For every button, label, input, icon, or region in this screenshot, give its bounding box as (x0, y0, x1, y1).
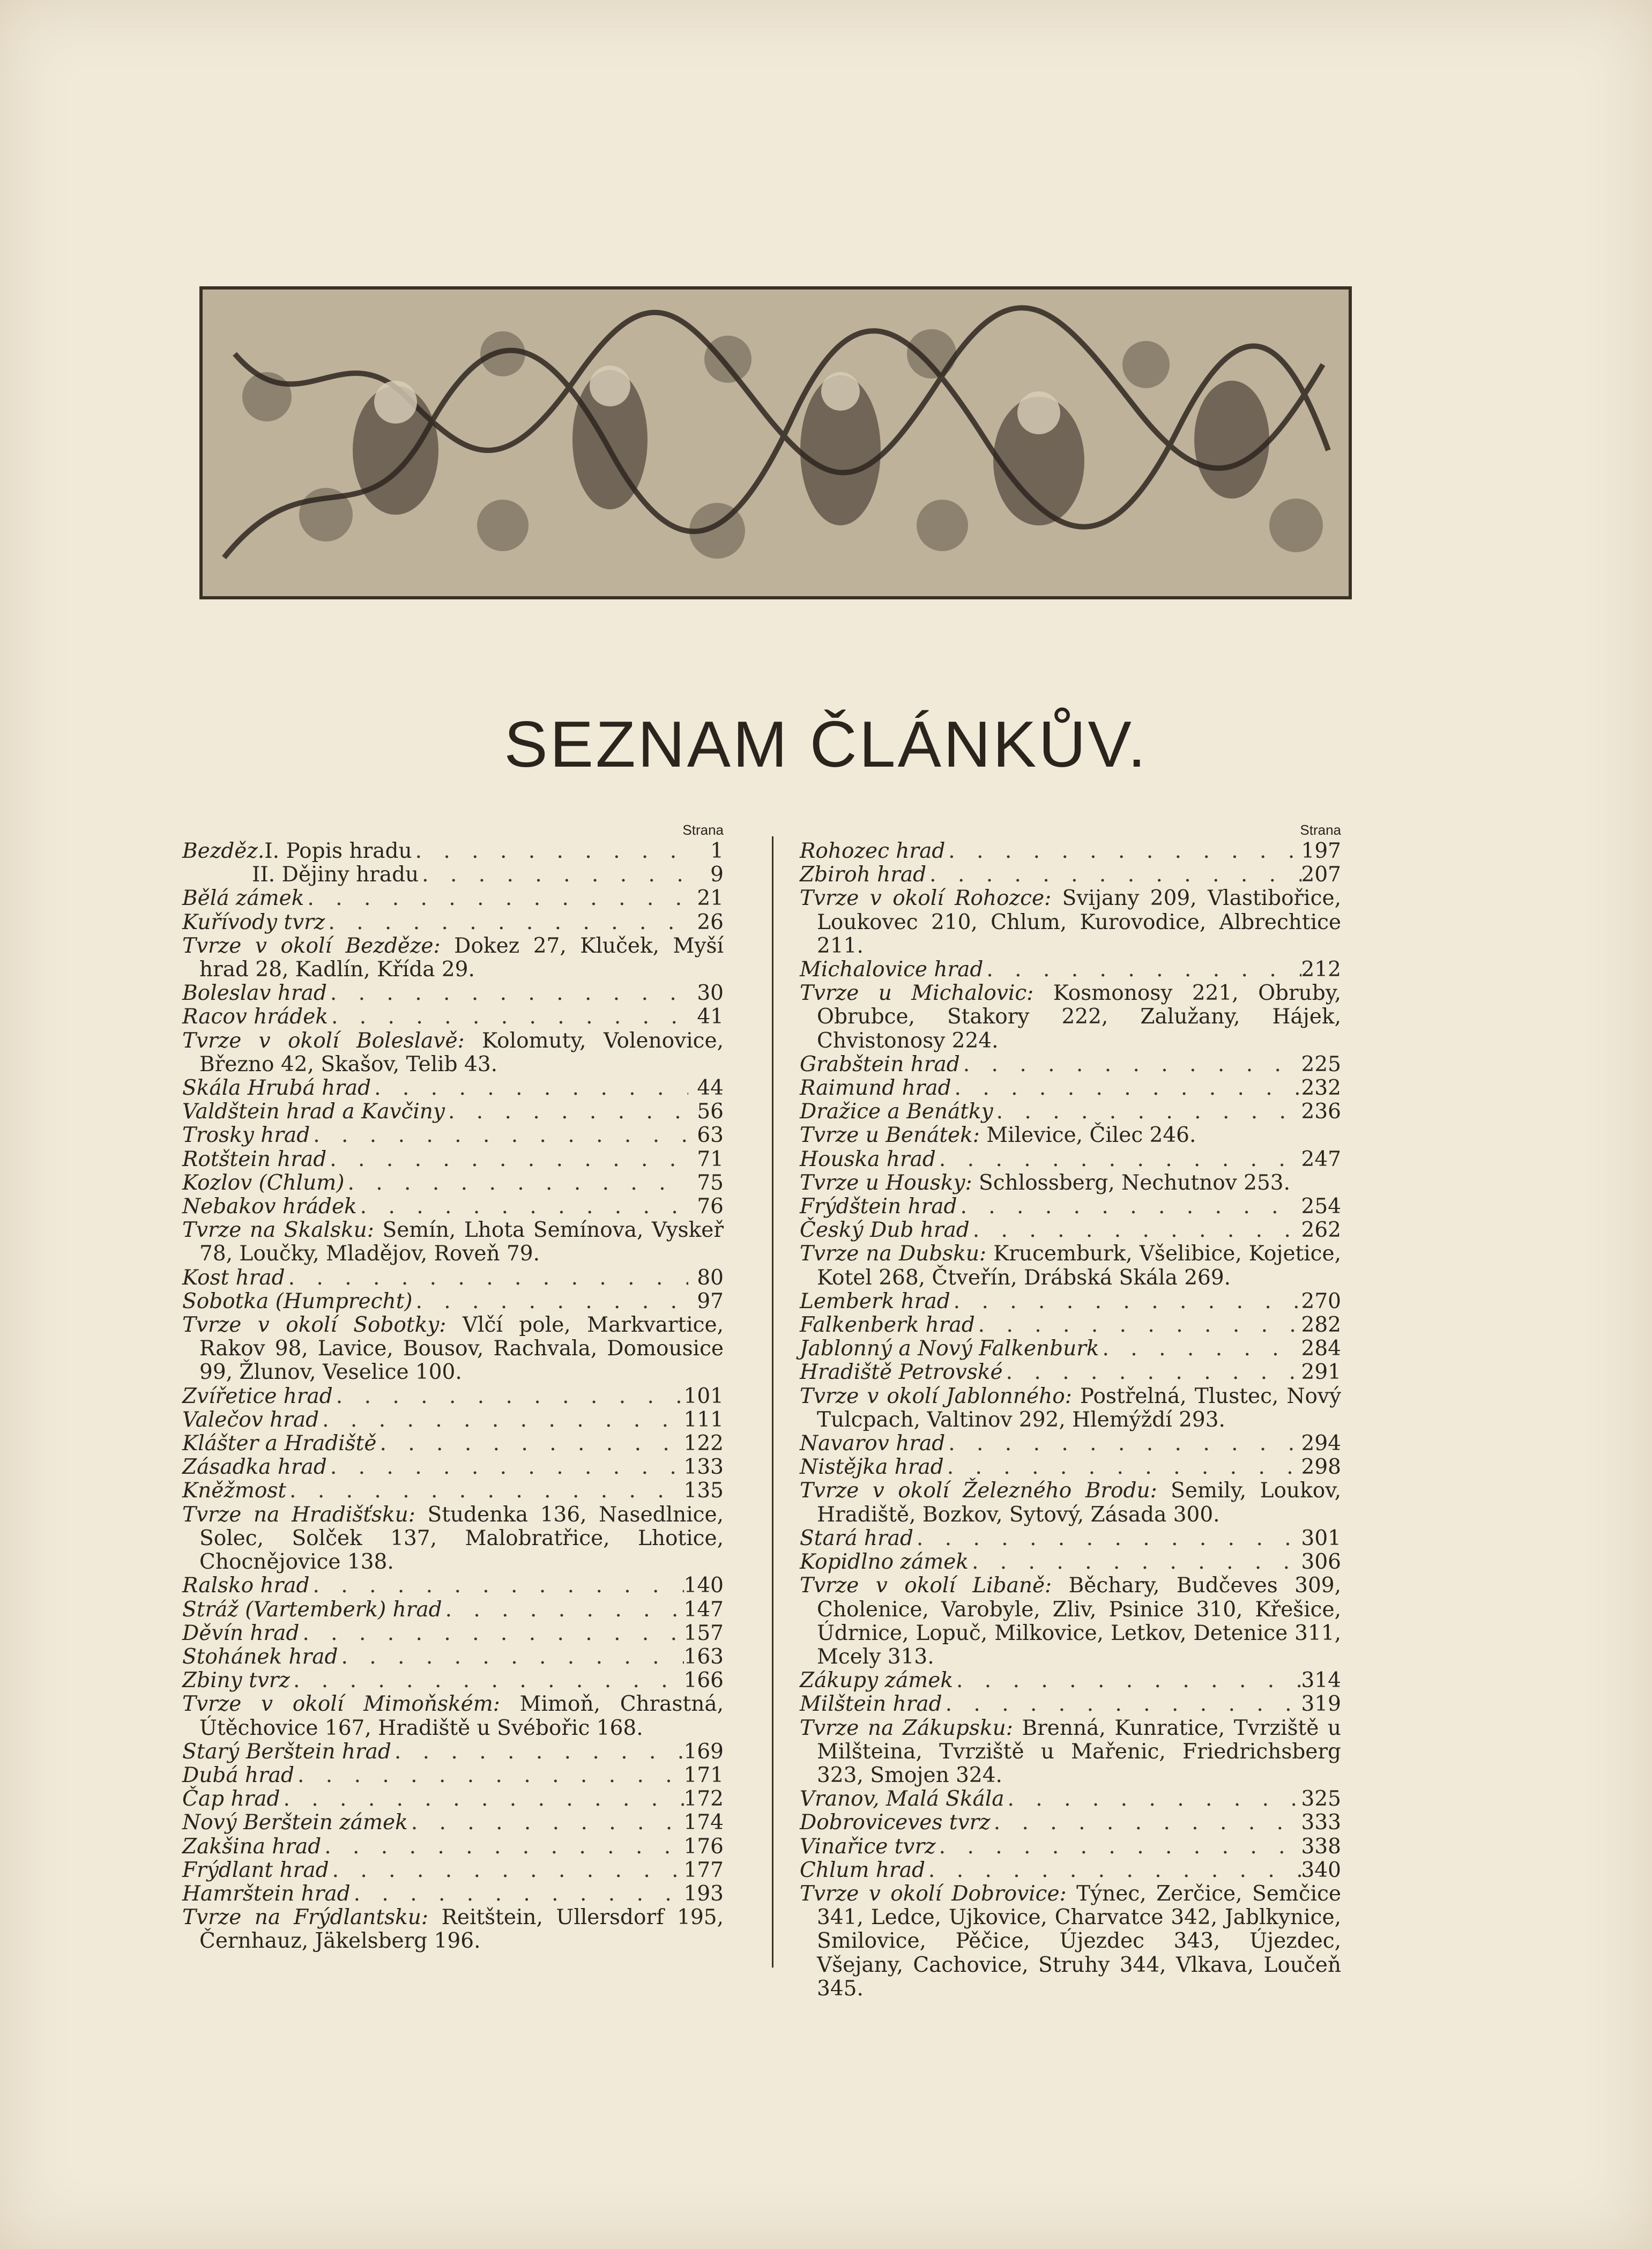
toc-entry (800, 1053, 1341, 1077)
dot-leader (290, 1669, 684, 1693)
dot-leader (344, 1171, 688, 1195)
dot-leader (391, 1740, 684, 1764)
toc-entry-title: Nový Berštein zámek (182, 1810, 408, 1835)
strana-header: Strana (682, 822, 724, 838)
dot-leader (957, 1195, 1301, 1219)
toc-entry-title: Bezděz. (182, 839, 265, 863)
page-number: 174 (683, 1810, 724, 1835)
page-number: 207 (1301, 863, 1341, 887)
toc-entry (800, 1195, 1341, 1219)
dot-leader (326, 1148, 688, 1171)
toc-entry (182, 1408, 724, 1432)
page-number: 171 (683, 1763, 724, 1787)
page-number: 122 (683, 1431, 724, 1456)
toc-entry (800, 958, 1341, 982)
ornament-illustration (203, 290, 1349, 596)
toc-entry-title: Nebakov hrádek (182, 1194, 357, 1219)
toc-entry (800, 1077, 1341, 1100)
toc-subentry-paragraph (182, 1313, 724, 1385)
toc-entry (182, 1764, 724, 1787)
toc-entry-subtitle: I. Popis hradu (264, 839, 412, 863)
page-number: 133 (683, 1455, 724, 1480)
subentry-text: Dokez 27, Kluček, Myší hrad 28, Kadlín, Křída 29. (199, 933, 724, 982)
page-number: 262 (1301, 1218, 1341, 1243)
dot-leader (950, 1290, 1301, 1313)
toc-entry (800, 863, 1341, 887)
page-number: 97 (697, 1289, 724, 1313)
page-number: 157 (683, 1621, 724, 1645)
subentry-heading: Tvrze v okolí Dobrovice: (800, 1881, 1067, 1906)
toc-subentry-paragraph (800, 1385, 1341, 1432)
toc-entry-title: Chlum hrad (800, 1858, 925, 1882)
toc-entry-title: Kost hrad (182, 1265, 285, 1290)
page-number: 177 (683, 1858, 724, 1882)
page-number: 254 (1301, 1194, 1341, 1219)
toc-entry (182, 982, 724, 1005)
toc-entry (800, 1669, 1341, 1693)
subentry-heading: Tvrze na Hradišťsku: (182, 1502, 415, 1527)
page-number: 193 (683, 1881, 724, 1906)
subentry-heading: Tvrze v okolí Libaně: (800, 1573, 1052, 1598)
toc-entry-title: Hamrštein hrad (182, 1881, 351, 1906)
page-number: 291 (1301, 1360, 1341, 1385)
dot-leader (442, 1598, 684, 1622)
subentry-text: Studenka 136, Nasedlnice, Solec, Solček 137, Malobratřice, Lhotice, Chocnějovice 138. (199, 1502, 724, 1575)
page-number: 44 (697, 1076, 724, 1101)
toc-entry-title: Kozlov (Chlum) (182, 1170, 345, 1195)
toc-entry (182, 1669, 724, 1693)
toc-entry (182, 1835, 724, 1859)
toc-entry (182, 1385, 724, 1408)
toc-entry-title: Zbiroh hrad (800, 863, 927, 887)
toc-column-right (800, 820, 1341, 2001)
page-number: 56 (697, 1100, 724, 1124)
dot-leader (445, 1100, 688, 1124)
dot-leader (975, 1313, 1301, 1337)
dot-leader (327, 1456, 684, 1479)
subentry-text: Kosmonosy 221, Obruby, Obrubce, Stakory 222, Zalužany, Hájek, Chvistonosy 224. (817, 981, 1341, 1053)
toc-entry-title: Stará hrad (800, 1526, 913, 1550)
subentry-heading: Tvrze v okolí Bezděze: (182, 933, 441, 958)
page-number: 76 (697, 1194, 724, 1219)
subentry-text: Kolomuty, Volenovice, Březno 42, Skašov, Telib 43. (199, 1028, 724, 1077)
subentry-heading: Tvrze u Benátek: (800, 1123, 980, 1148)
toc-entry (182, 1148, 724, 1171)
subentry-text: Reitštein, Ullersdorf 195, Černhauz, Jäkelsberg 196. (199, 1905, 724, 1954)
subentry-heading: Tvrze v okolí Železného Brodu: (800, 1479, 1157, 1503)
toc-entry (800, 840, 1341, 863)
toc-entry (182, 1195, 724, 1219)
page-number: 172 (683, 1787, 724, 1812)
dot-leader (945, 840, 1301, 863)
subentry-heading: Tvrze v okolí Boleslavě: (182, 1028, 465, 1053)
toc-entry-title: Klášter a Hradiště (182, 1431, 377, 1456)
page-number: 9 (710, 863, 724, 887)
toc-entry-title: Racov hrádek (182, 1005, 328, 1029)
toc-entry-title: Zvířetice hrad (182, 1384, 333, 1408)
subentry-text: Brenná, Kunratice, Tvrziště u Milšteina, Tvrziště u Mařenic, Friedrichsberg 323, Smojen 324. (817, 1716, 1341, 1787)
toc-entry (182, 1574, 724, 1598)
toc-entry (800, 1219, 1341, 1242)
toc-entry (182, 1100, 724, 1124)
toc-entry-title: Skála Hrubá hrad (182, 1076, 371, 1101)
dot-leader (310, 1574, 684, 1598)
dot-leader (942, 1693, 1301, 1716)
toc-entry-title: Milštein hrad (800, 1692, 942, 1717)
toc-entry (800, 1290, 1341, 1313)
page-number: 30 (697, 981, 724, 1006)
dot-leader (960, 1053, 1301, 1077)
toc-entry-title: Kopidlno zámek (800, 1550, 969, 1575)
page-number: 232 (1301, 1076, 1341, 1101)
toc-subentry-paragraph (800, 1171, 1341, 1195)
dot-leader (304, 887, 688, 910)
toc-subentry-paragraph (182, 1219, 724, 1266)
page-number: 333 (1301, 1810, 1341, 1835)
toc-entry (182, 1266, 724, 1290)
dot-leader (970, 1219, 1301, 1242)
toc-entry-title: Dražice a Benátky (800, 1100, 993, 1124)
page-number: 340 (1301, 1858, 1341, 1882)
toc-entry (182, 1171, 724, 1195)
dot-leader (327, 982, 688, 1005)
dot-leader (280, 1787, 683, 1811)
dot-leader (321, 1835, 683, 1859)
page-number: 41 (697, 1005, 724, 1029)
dot-leader (983, 958, 1301, 982)
toc-entry (800, 1100, 1341, 1124)
subentry-text: Týnec, Zerčice, Semčice 341, Ledce, Ujkovice, Charvatce 342, Jablkynice, Smilovice, Pěčice, Újezdec 343, Újezdec, Všejany, Cachovice, Struhy 344, Vlkava, Loučeň 345. (817, 1881, 1341, 2001)
toc-entry-title: Frýdlant hrad (182, 1858, 329, 1882)
dot-leader (991, 1811, 1301, 1835)
subentry-text: Vlčí pole, Markvartice, Rakov 98, Lavice, Bousov, Rachvala, Domousice 99, Žlunov, Veselice 100. (199, 1313, 724, 1385)
toc-column-left (182, 820, 724, 1954)
dot-leader (969, 1550, 1301, 1574)
page-number: 140 (683, 1573, 724, 1598)
page-number: 212 (1301, 958, 1341, 982)
toc-entry (182, 1859, 724, 1882)
toc-entry-title: Grabštein hrad (800, 1052, 960, 1077)
toc-subentry-paragraph (182, 1503, 724, 1575)
dot-leader (926, 863, 1301, 887)
dot-leader (936, 1148, 1301, 1171)
page-number: 236 (1301, 1100, 1341, 1124)
dot-leader (913, 1527, 1301, 1550)
subentry-text: Milevice, Čilec 246. (979, 1123, 1196, 1148)
page-number: 325 (1301, 1787, 1341, 1812)
page-number: 314 (1301, 1668, 1341, 1693)
page-number: 294 (1301, 1431, 1341, 1456)
subentry-heading: Tvrze na Dubsku: (800, 1242, 987, 1266)
page-number: 80 (697, 1265, 724, 1290)
dot-leader (1099, 1337, 1301, 1361)
dot-leader (412, 1290, 688, 1313)
page-number: 75 (697, 1170, 724, 1195)
subentry-text: Mimoň, Chrastná, Útěchovice 167, Hradiště u Svébořic 168. (199, 1692, 724, 1740)
toc-entry (182, 1290, 724, 1313)
toc-entry (182, 1787, 724, 1811)
toc-entry (800, 1456, 1341, 1479)
page-number: 306 (1301, 1550, 1341, 1575)
dot-leader (371, 1077, 688, 1100)
toc-entry-title: Stráž (Vartemberk) hrad (182, 1597, 442, 1622)
dot-leader (319, 1408, 683, 1432)
dot-leader (333, 1385, 684, 1408)
toc-entry-title: Starý Berštein hrad (182, 1739, 391, 1764)
toc-entry (800, 1361, 1341, 1384)
toc-entry-title: Valečov hrad (182, 1407, 319, 1432)
toc-entry-title: Frýdštein hrad (800, 1194, 957, 1219)
subentry-text: Svijany 209, Vlastibořice, Loukovec 210, Chlum, Kurovodice, Albrechtice 211. (817, 886, 1341, 958)
toc-entry-title: Čap hrad (182, 1787, 280, 1812)
toc-entry-title: Dubá hrad (182, 1763, 294, 1787)
subentry-text: Semily, Loukov, Hradiště, Bozkov, Sytový, Zásada 300. (817, 1479, 1341, 1527)
toc-entry (182, 1645, 724, 1669)
toc-entry-title: Boleslav hrad (182, 981, 327, 1006)
dot-leader (993, 1100, 1301, 1124)
toc-entry (182, 1456, 724, 1479)
subentry-heading: Tvrze v okolí Sobotky: (182, 1313, 447, 1338)
toc-subentry-paragraph (800, 1717, 1341, 1788)
toc-entry-title: Rotštein hrad (182, 1147, 327, 1171)
toc-entry-title: Kuřívody tvrz (182, 910, 325, 934)
page-number: 247 (1301, 1147, 1341, 1171)
dot-leader (328, 1005, 688, 1029)
toc-entry (182, 1479, 724, 1503)
toc-entry-subtitle: II. Dějiny hradu (252, 863, 419, 887)
toc-entry (800, 1693, 1341, 1716)
toc-entry (800, 1811, 1341, 1835)
toc-entry-title: Český Dub hrad (800, 1218, 970, 1243)
toc-entry (800, 1835, 1341, 1859)
toc-entry-title: Jablonný a Nový Falkenburk (800, 1337, 1099, 1361)
dot-leader (351, 1882, 684, 1906)
toc-entry (182, 1598, 724, 1622)
toc-entry-title: Dobroviceves tvrz (800, 1810, 991, 1835)
dot-leader (951, 1077, 1301, 1100)
page-number: 176 (683, 1834, 724, 1859)
dot-leader (925, 1859, 1301, 1882)
subentry-text: Postřelná, Tlustec, Nový Tulcpach, Valtinov 292, Hlemýždí 293. (817, 1384, 1342, 1432)
dot-leader (357, 1195, 688, 1219)
toc-entry-title: Zásadka hrad (182, 1455, 327, 1480)
toc-subentry-paragraph (800, 1242, 1341, 1289)
page-number: 298 (1301, 1455, 1341, 1480)
toc-entry (182, 1622, 724, 1645)
toc-subentry-paragraph (800, 1882, 1341, 2001)
dot-leader (338, 1645, 683, 1669)
subentry-heading: Tvrze na Zákupsku: (800, 1716, 1013, 1740)
subentry-heading: Tvrze v okolí Rohozce: (800, 886, 1052, 911)
dot-leader (1004, 1787, 1301, 1811)
toc-entry (182, 863, 724, 887)
toc-entry-title: Děvín hrad (182, 1621, 300, 1645)
toc-subentry-paragraph (182, 1693, 724, 1740)
page-number: 282 (1301, 1313, 1341, 1338)
subentry-text: Semín, Lhota Semínova, Vyskeř 78, Loučky, Mladějov, Roveň 79. (199, 1218, 724, 1266)
toc-entry-title: Nistějka hrad (800, 1455, 944, 1480)
toc-entry-title: Houska hrad (800, 1147, 936, 1171)
page-number: 135 (683, 1479, 724, 1503)
toc-entry (800, 1432, 1341, 1456)
toc-entry-title: Hradiště Petrovské (800, 1360, 1003, 1385)
page-number: 1 (710, 839, 724, 863)
toc-entry-title: Lemberk hrad (800, 1289, 950, 1313)
dot-leader (412, 840, 688, 863)
toc-entry-title: Rohozec hrad (800, 839, 946, 863)
dot-leader (1003, 1361, 1301, 1384)
dot-leader (310, 1124, 688, 1147)
toc-entry-title: Falkenberk hrad (800, 1313, 975, 1338)
toc-entry (182, 1077, 724, 1100)
subentry-heading: Tvrze u Michalovic: (800, 981, 1034, 1006)
toc-entries-left (182, 840, 724, 1954)
page-number: 21 (697, 886, 724, 911)
toc-entry (182, 911, 724, 934)
toc-entry (800, 1337, 1341, 1361)
toc-entry (182, 1005, 724, 1029)
dot-leader (285, 1266, 688, 1290)
page-number: 71 (697, 1147, 724, 1171)
dot-leader (944, 1456, 1301, 1479)
toc-entry-title: Zbiny tvrz (182, 1668, 290, 1693)
subentry-text: Běchary, Budčeves 309, Cholenice, Varobyle, Zliv, Psinice 310, Křešice, Údrnice, Lopuč, Milkovice, Letkov, Detenice 311, Mcely 313. (817, 1573, 1341, 1669)
dot-leader (408, 1811, 684, 1835)
dot-leader (329, 1859, 684, 1882)
subentry-heading: Tvrze v okolí Jablonného: (800, 1384, 1072, 1408)
page-number: 147 (683, 1597, 724, 1622)
subentry-text: Krucemburk, Všelibice, Kojetice, Kotel 268, Čtveřín, Drábská Skála 269. (817, 1242, 1341, 1290)
toc-subentry-paragraph (182, 1029, 724, 1077)
page-number: 111 (683, 1407, 724, 1432)
ornamental-headpiece (199, 286, 1352, 599)
page-number: 63 (697, 1123, 724, 1148)
toc-entry-title: Vranov, Malá Skála (800, 1787, 1004, 1812)
toc-entry (182, 840, 724, 863)
toc-entry-title: Ralsko hrad (182, 1573, 310, 1598)
page-number: 225 (1301, 1052, 1341, 1077)
column-divider (772, 836, 773, 1968)
dot-leader (286, 1479, 684, 1503)
dot-leader (294, 1764, 684, 1787)
page-number: 319 (1301, 1692, 1341, 1717)
toc-subentry-paragraph (800, 887, 1341, 958)
toc-subentry-paragraph (800, 1124, 1341, 1147)
toc-entry-title: Valdštein hrad a Kavčiny (182, 1100, 445, 1124)
toc-subentry-paragraph (800, 1479, 1341, 1526)
toc-entry-title: Navarov hrad (800, 1431, 946, 1456)
page-number: 26 (697, 910, 724, 934)
dot-leader (419, 863, 688, 887)
dot-leader (945, 1432, 1301, 1456)
toc-entry-title: Vinařice tvrz (800, 1834, 936, 1859)
dot-leader (953, 1669, 1301, 1693)
toc-entry (800, 1859, 1341, 1882)
toc-entry (182, 1124, 724, 1147)
toc-entry-title: Bělá zámek (182, 886, 304, 911)
dot-leader (376, 1432, 683, 1456)
toc-entry (800, 1313, 1341, 1337)
toc-entry (182, 1740, 724, 1764)
page-number: 169 (683, 1739, 724, 1764)
toc-entry (182, 887, 724, 910)
toc-subentry-paragraph (182, 1906, 724, 1953)
subentry-heading: Tvrze na Skalsku: (182, 1218, 374, 1243)
page-number: 163 (683, 1644, 724, 1669)
subentry-text: Schlossberg, Nechutnov 253. (972, 1170, 1290, 1195)
page-number: 197 (1301, 839, 1341, 863)
toc-entry (800, 1527, 1341, 1550)
dot-leader (299, 1622, 683, 1645)
toc-entry (182, 1432, 724, 1456)
toc-entry-title: Stohánek hrad (182, 1644, 338, 1669)
toc-entry-title: Sobotka (Humprecht) (182, 1289, 413, 1313)
toc-subentry-paragraph (800, 982, 1341, 1053)
toc-entry-title: Kněžmost (182, 1479, 287, 1503)
toc-entry-title: Michalovice hrad (800, 958, 984, 982)
dot-leader (325, 911, 688, 934)
toc-entry-title: Zákupy zámek (800, 1668, 953, 1693)
subentry-heading: Tvrze v okolí Mimoňském: (182, 1692, 500, 1717)
subentry-heading: Tvrze u Housky: (800, 1170, 972, 1195)
page-number: 301 (1301, 1526, 1341, 1550)
toc-entry (800, 1148, 1341, 1171)
page-number: 270 (1301, 1289, 1341, 1313)
toc-entry (800, 1787, 1341, 1811)
strana-header: Strana (1300, 822, 1341, 838)
toc-entry-title: Trosky hrad (182, 1123, 310, 1148)
page-number: 338 (1301, 1834, 1341, 1859)
page-number: 101 (683, 1384, 724, 1408)
toc-entries-right (800, 840, 1341, 2001)
toc-entry-title: Raimund hrad (800, 1076, 951, 1101)
toc-entry-title: Zakšina hrad (182, 1834, 322, 1859)
dot-leader (936, 1835, 1301, 1859)
toc-entry (182, 1882, 724, 1906)
page-number: 284 (1301, 1337, 1341, 1361)
page-number: 166 (683, 1668, 724, 1693)
toc-subentry-paragraph (182, 934, 724, 982)
toc-subentry-paragraph (800, 1574, 1341, 1669)
page-title: SEZNAM ČLÁNKŮV. (504, 708, 1148, 781)
toc-entry (182, 1811, 724, 1835)
subentry-heading: Tvrze na Frýdlantsku: (182, 1905, 428, 1930)
toc-entry (800, 1550, 1341, 1574)
